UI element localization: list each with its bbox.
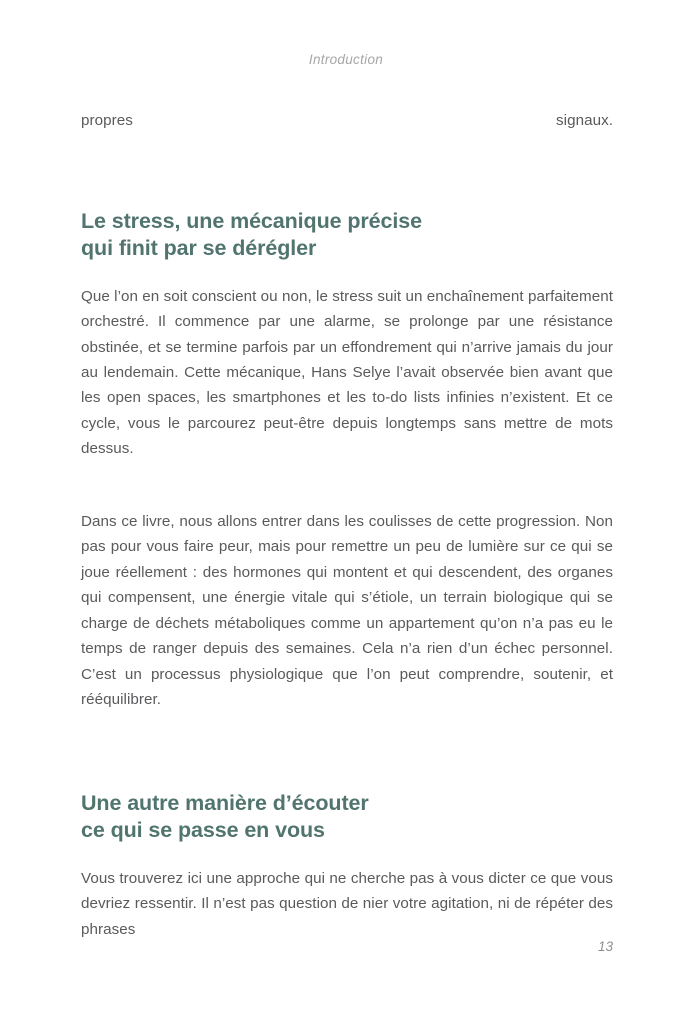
section-heading-1 <box>81 208 613 263</box>
spacer <box>81 738 613 790</box>
spacer <box>81 487 613 509</box>
section-heading-2-line-2: ce qui se passe en vous <box>81 818 325 843</box>
spacer <box>81 159 613 208</box>
running-head: Introduction <box>308 52 384 67</box>
section-1-paragraph-1: Que l’on en soit conscient ou non, le stress suit un enchaînement parfaitement orchestré. Il commence par une alarme, se prolonge par une résistance obstinée, et se termine parfois par un effondrement qui n’arrive jamais du jour au lendemain. Cette mécanique, Hans Selye l’avait observée bien avant que les open spaces, les smartphones et les to-do lists infinies n’existent. Et ce cycle, vous le parcourez peut-être depuis longtemps sans mettre de mots dessus. <box>81 287 613 458</box>
section-1-paragraph-2: Dans ce livre, nous allons entrer dans les coulisses de cette progression. Non pas pour vous faire peur, mais pour remettre un peu de lumière sur ce qui se joue réellement : des hormones qui montent et qui descendent, des organes qui compensent, une énergie vitale qui s’étiole, un terrain biologique qui se charge de déchets métaboliques comme un appartement qu’on n’a pas eu le temps de ranger depuis des semaines. Cela n’a rien d’un échec personnel. C’est un processus physiologique que l’on peut comprendre, soutenir, et rééquilibrer. <box>81 513 613 708</box>
section-heading-1-line-1: Le stress, une mécanique précise <box>81 208 422 233</box>
page-content <box>81 108 613 967</box>
section-heading-1-line-2: qui finit par se dérégler <box>81 236 317 261</box>
spacer <box>81 263 613 284</box>
spacer <box>81 845 613 866</box>
section-heading-2 <box>81 790 613 845</box>
section-heading-2-line-1: Une autre manière d’écouter <box>81 790 369 815</box>
continued-paragraph: propres signaux. <box>81 112 613 129</box>
section-2-paragraph-1: Vous trouverez ici une approche qui ne cherche pas à vous dicter ce que vous devriez ressentir. Il n’est pas question de nier votre agitation, ni de répéter des phrases <box>81 869 613 938</box>
page-number: 13 <box>597 939 613 954</box>
